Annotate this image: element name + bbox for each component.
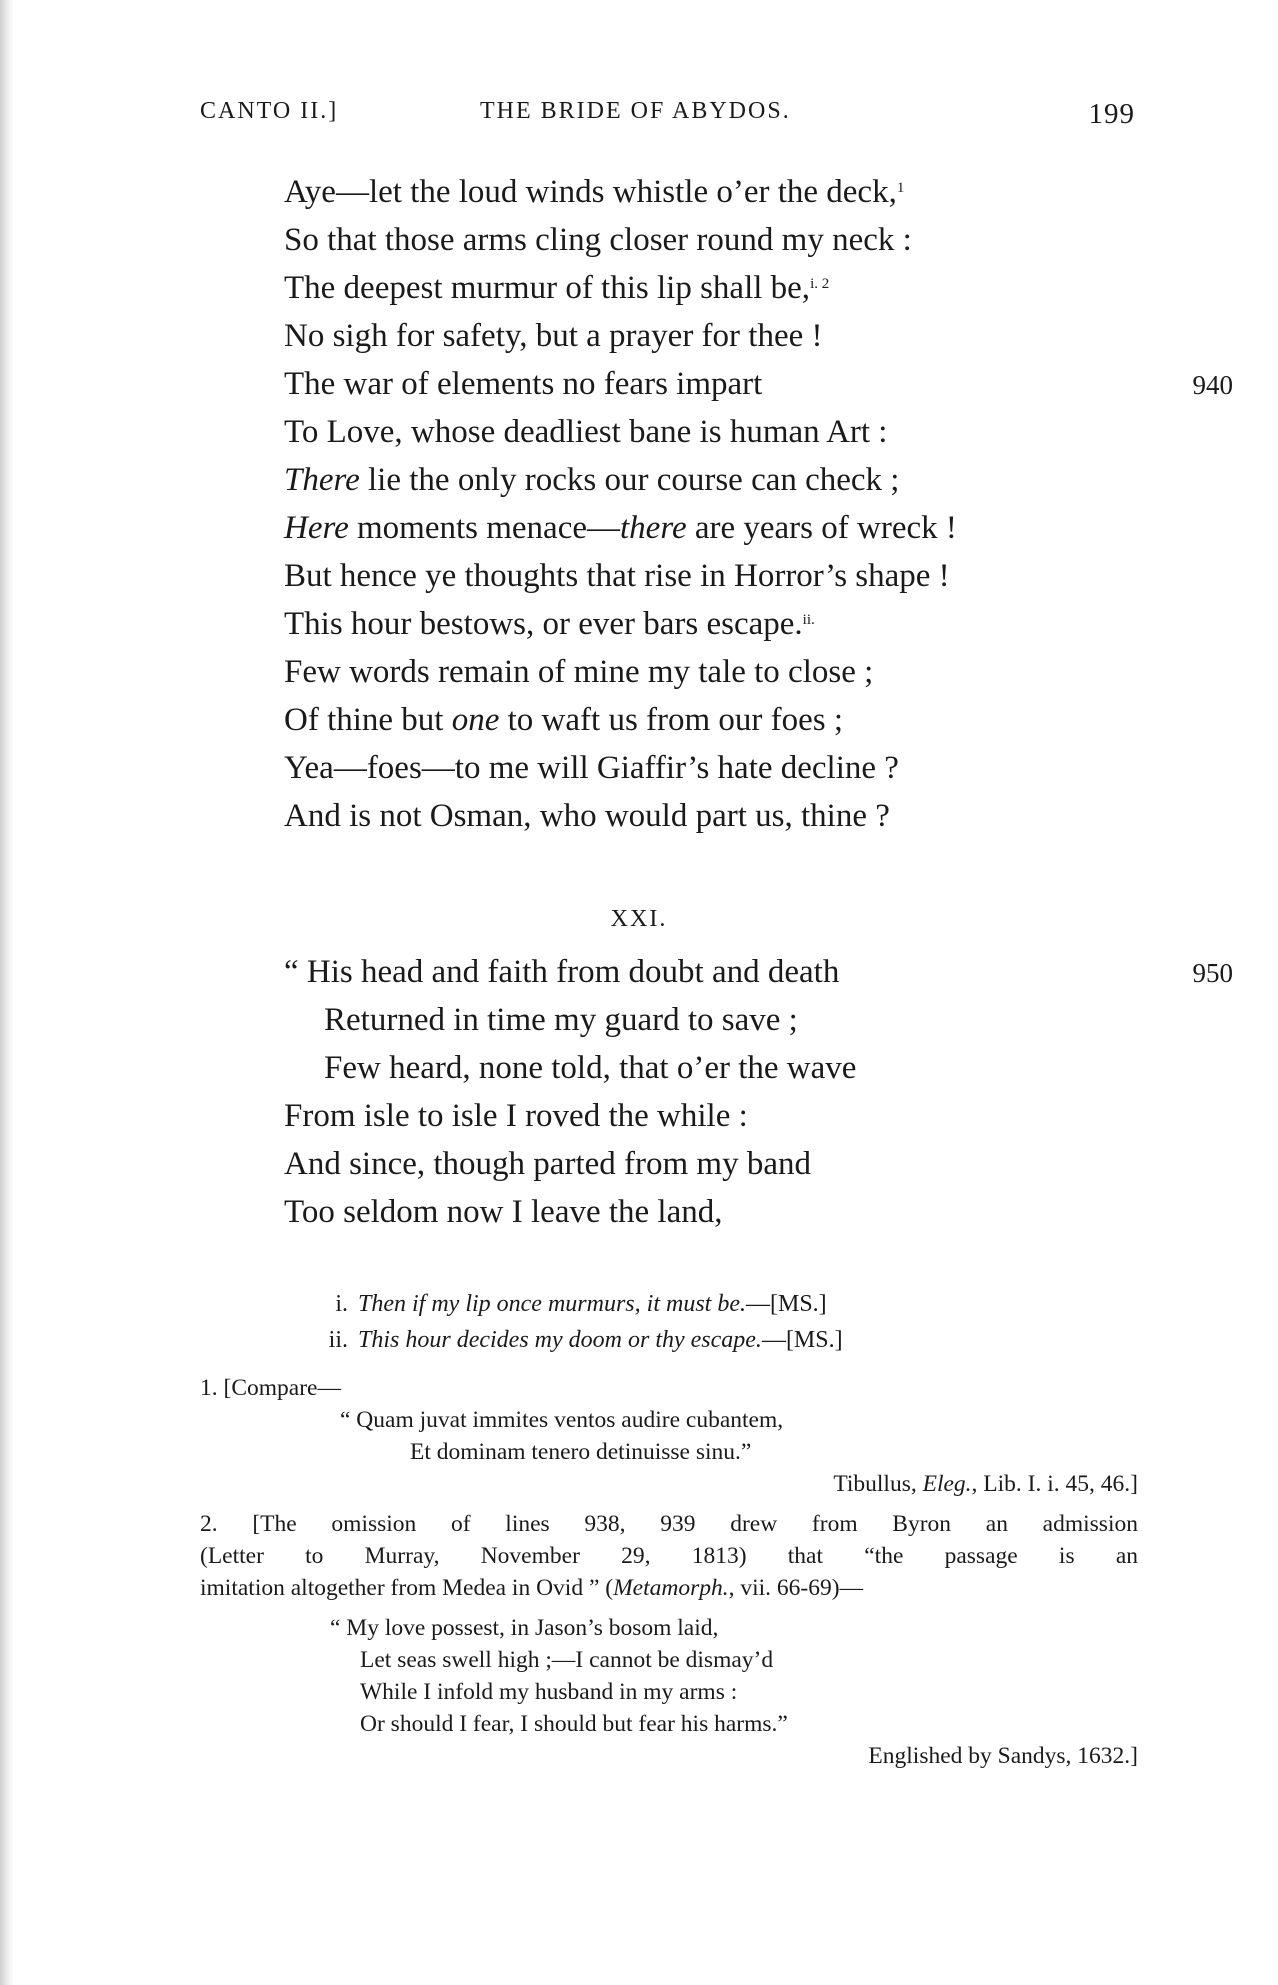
poem-line: Returned in time my guard to save ; bbox=[324, 1002, 798, 1038]
quote-line: Or should I fear, I should but fear his harms.” bbox=[360, 1711, 788, 1737]
page-number: 199 bbox=[1088, 98, 1135, 130]
poem-line: The war of elements no fears impart bbox=[284, 366, 763, 402]
poem-line: And since, though parted from my band bbox=[284, 1146, 811, 1182]
running-header bbox=[200, 98, 1135, 138]
citation: Tibullus, Eleg., Lib. I. i. 45, 46.] bbox=[833, 1471, 1138, 1497]
line-number: 940 bbox=[1192, 370, 1233, 400]
poem-line: This hour bestows, or ever bars escape.$^{ii.}$ bbox=[284, 606, 815, 642]
footnote-1-label: 1. [Compare— bbox=[200, 1375, 341, 1401]
quote-line: “ My love possest, in Jason’s bosom laid, bbox=[330, 1615, 719, 1641]
quote-line: While I infold my husband in my arms : bbox=[360, 1679, 738, 1705]
line-number: 950 bbox=[1192, 958, 1233, 988]
poem-line: So that those arms cling closer round my neck : bbox=[284, 222, 912, 258]
variant-reading: i. Then if my lip once murmurs, it must be.—[MS.] bbox=[335, 1291, 827, 1317]
poem-line: Of thine but one to waft us from our foes ; bbox=[284, 702, 844, 738]
poem-line: Few words remain of mine my tale to close ; bbox=[284, 654, 874, 690]
poem-line: No sigh for safety, but a prayer for thee ! bbox=[284, 318, 823, 354]
variant-reading: ii. This hour decides my doom or thy escape.—[MS.] bbox=[328, 1327, 843, 1353]
poem-line: And is not Osman, who would part us, thine ? bbox=[284, 798, 890, 834]
footnote-2-line: imitation altogether from Medea in Ovid ” (Metamorph., vii. 66-69)— bbox=[200, 1575, 864, 1601]
stanza-number: XXI. bbox=[610, 906, 668, 932]
poem-line: “ His head and faith from doubt and death bbox=[284, 954, 840, 990]
header-canto: CANTO II.] bbox=[200, 98, 339, 124]
poem-line: To Love, whose deadliest bane is human Art : bbox=[284, 414, 888, 450]
poem-line: Yea—foes—to me will Giaffir’s hate decline ? bbox=[284, 750, 899, 786]
footnote-ref: i. 2 bbox=[810, 276, 830, 292]
footnote-2-line: 2. [The omission of lines 938, 939 drew from Byron an admission bbox=[200, 1511, 1138, 1537]
poem-line: The deepest murmur of this lip shall be,$^{i. 2}$ bbox=[284, 270, 830, 306]
quote-line: “ Quam juvat immites ventos audire cubantem, bbox=[340, 1407, 784, 1433]
poem-line: Too seldom now I leave the land, bbox=[284, 1194, 723, 1230]
footnote-2-line: (Letter to Murray, November 29, 1813) that “the passage is an bbox=[200, 1543, 1138, 1569]
header-title: THE BRIDE OF ABYDOS. bbox=[480, 98, 791, 124]
poem-line: Few heard, none told, that o’er the wave bbox=[324, 1050, 857, 1086]
variant-ref: ii. bbox=[802, 612, 815, 628]
footnote-ref: 1 bbox=[896, 180, 905, 196]
quote-line: Let seas swell high ;—I cannot be dismay’d bbox=[360, 1647, 774, 1673]
poem-line: There lie the only rocks our course can check ; bbox=[284, 462, 900, 498]
poem-line: But hence ye thoughts that rise in Horror’s shape ! bbox=[284, 558, 950, 594]
quote-line: Et dominam tenero detinuisse sinu.” bbox=[410, 1439, 752, 1465]
citation: Englished by Sandys, 1632.] bbox=[868, 1743, 1138, 1769]
poem-line: Here moments menace—there are years of wreck ! bbox=[284, 510, 957, 546]
poem-line: Aye—let the loud winds whistle o’er the deck,$^1$ bbox=[284, 174, 905, 210]
page-edge-shadow bbox=[0, 0, 14, 1985]
poem-line: From isle to isle I roved the while : bbox=[284, 1098, 748, 1134]
